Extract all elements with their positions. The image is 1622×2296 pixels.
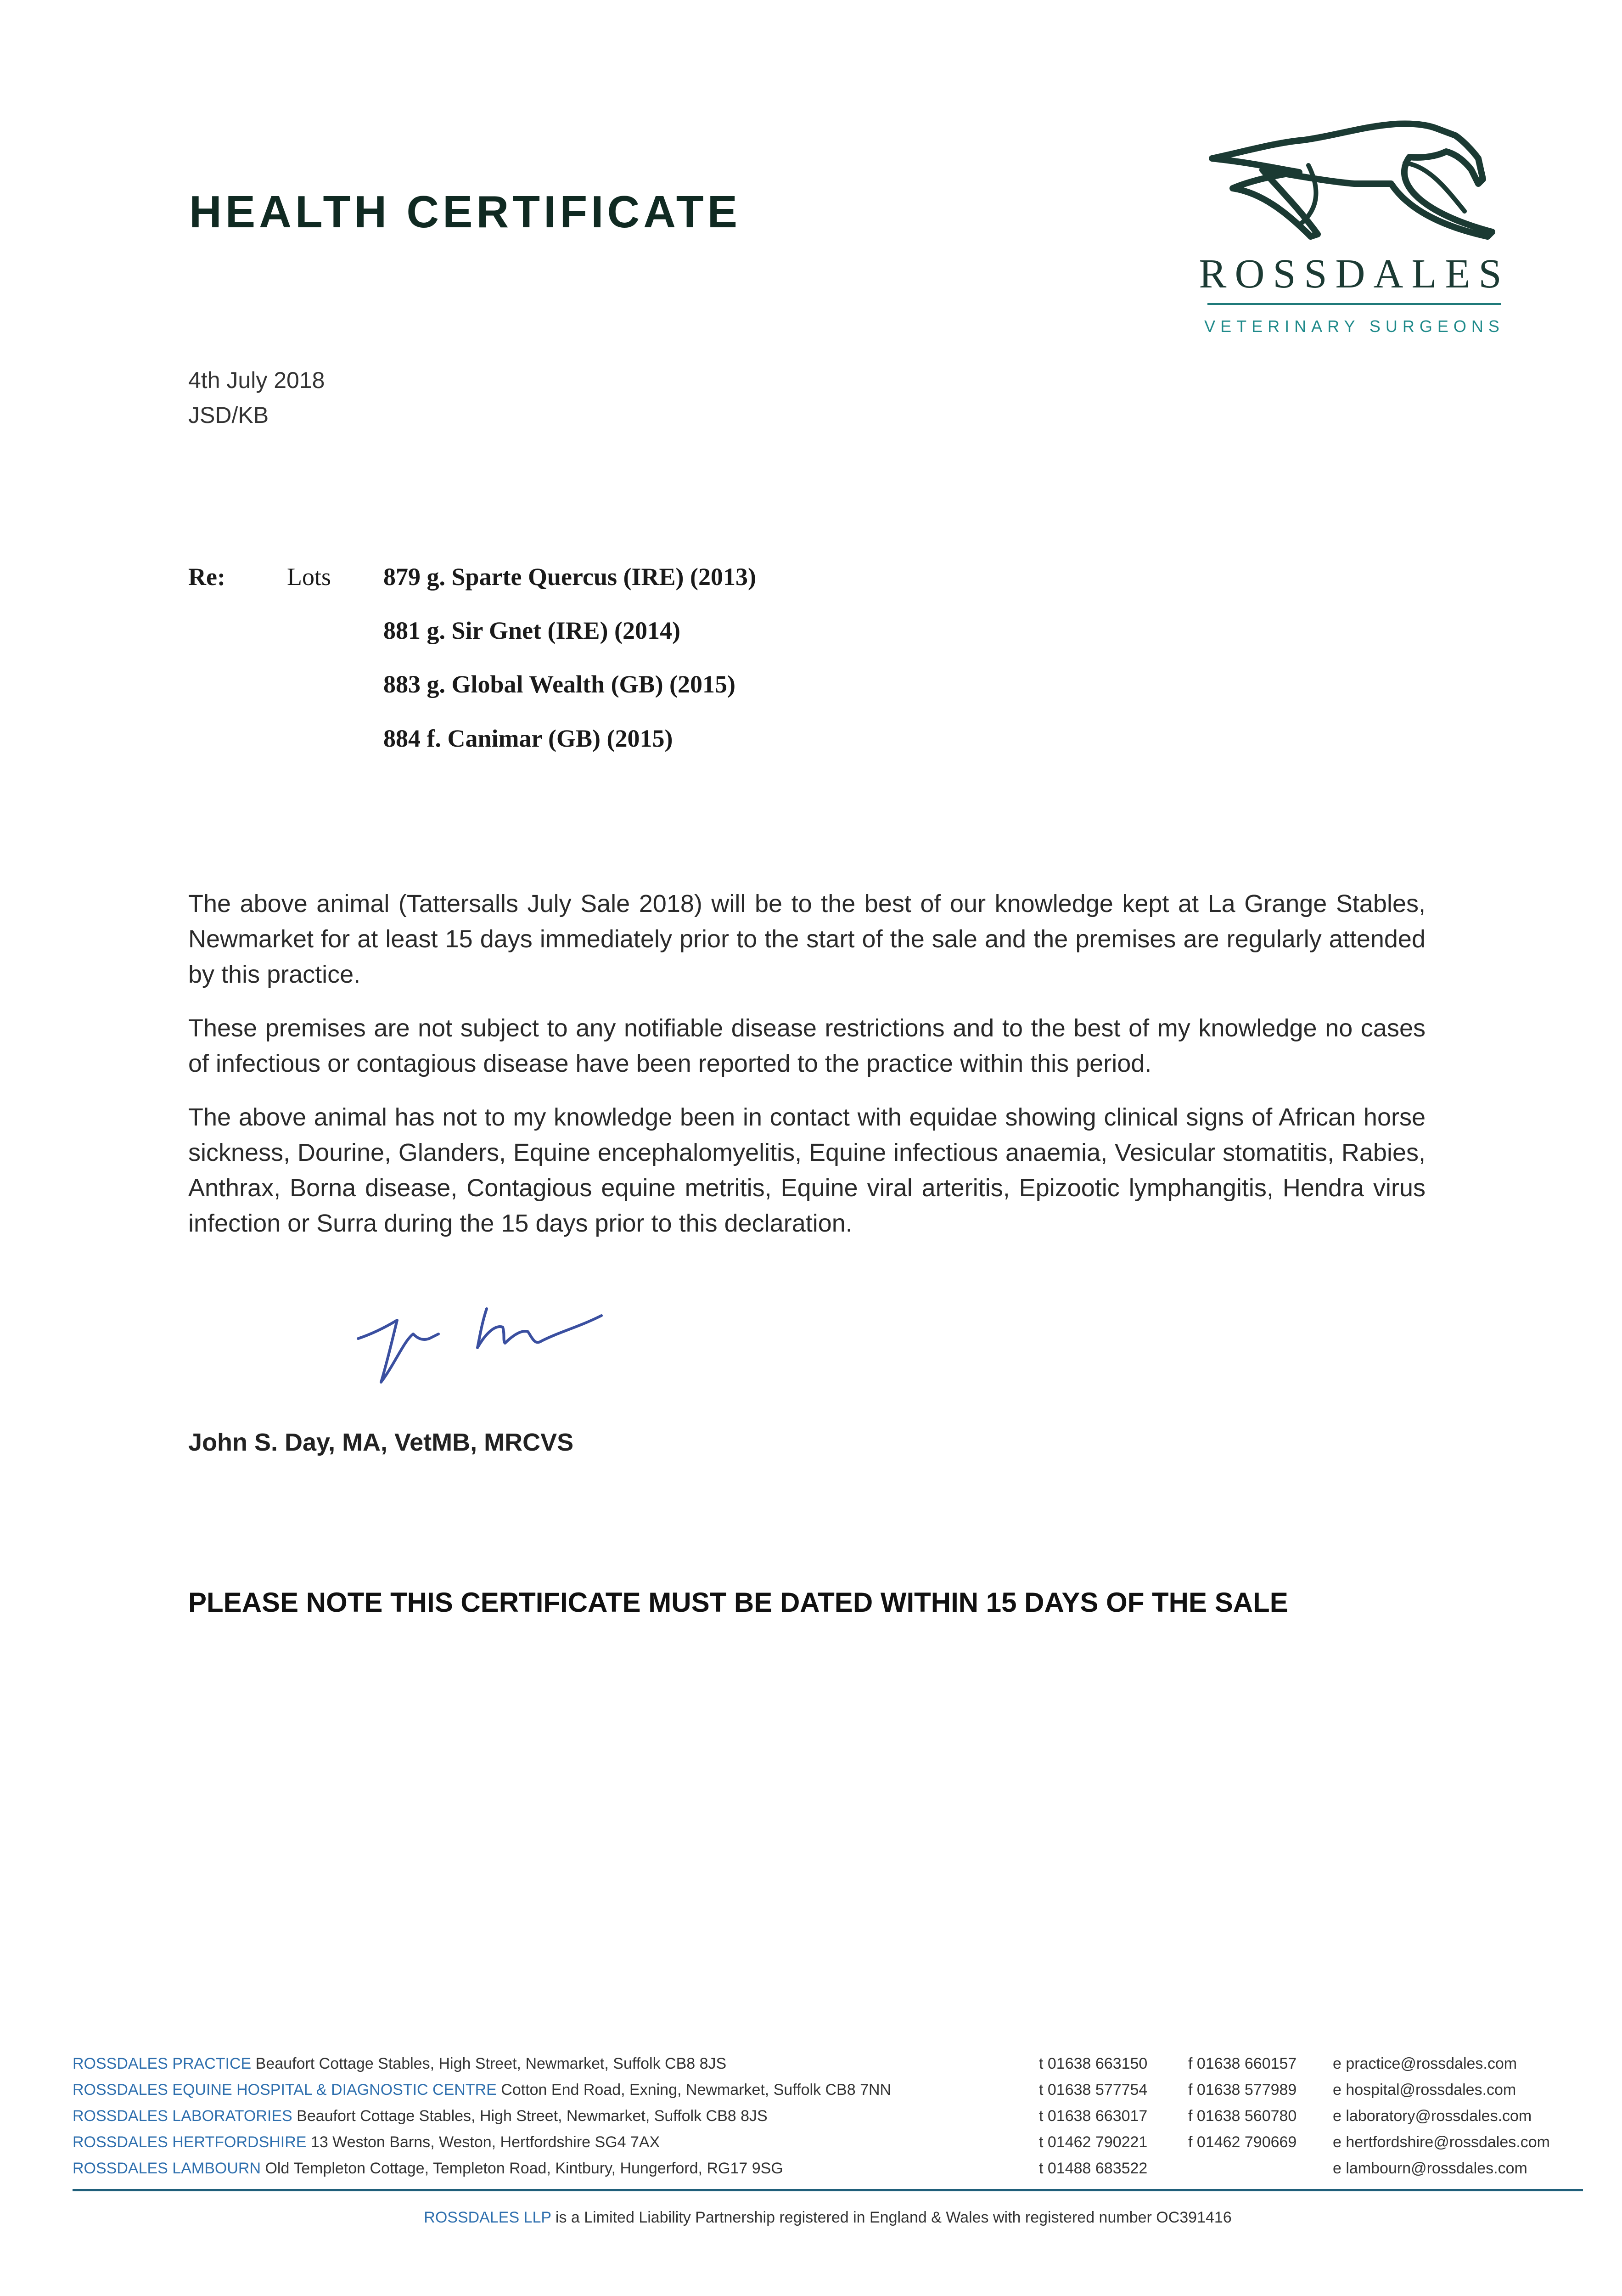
- office-name: ROSSDALES EQUINE HOSPITAL & DIAGNOSTIC CENTRE: [73, 2081, 497, 2099]
- legal-entity-name: ROSSDALES LLP: [424, 2209, 551, 2226]
- signatory-name: John S. Day, MA, VetMB, MRCVS: [188, 1429, 574, 1456]
- logo-tagline: VETERINARY SURGEONS: [1204, 317, 1504, 336]
- horse-logo-icon: [1207, 115, 1501, 248]
- office-telephone: t 01638 663017: [1039, 2107, 1148, 2125]
- logo-name: ROSSDALES: [1199, 251, 1510, 297]
- lot-item: 884 f. Canimar (GB) (2015): [383, 725, 673, 752]
- office-row: [73, 2160, 1583, 2186]
- letter-meta: [188, 363, 325, 433]
- office-name: ROSSDALES PRACTICE: [73, 2055, 252, 2072]
- page-title: HEALTH CERTIFICATE: [189, 186, 741, 237]
- office-fax: f 01638 660157: [1188, 2055, 1297, 2072]
- lot-item: 881 g. Sir Gnet (IRE) (2014): [383, 617, 680, 644]
- signature: [354, 1295, 629, 1403]
- legal-notice: [73, 2209, 1583, 2227]
- lots-label: Lots: [287, 563, 331, 591]
- office-row: [73, 2133, 1583, 2160]
- letter-reference: JSD/KB: [188, 402, 269, 428]
- letter-date: 4th July 2018: [188, 367, 325, 393]
- office-address: Beaufort Cottage Stables, High Street, Newmarket, Suffolk CB8 8JS: [297, 2107, 768, 2125]
- office-email: e laboratory@rossdales.com: [1333, 2107, 1532, 2125]
- office-telephone: t 01638 577754: [1039, 2081, 1148, 2099]
- office-row: [73, 2107, 1583, 2133]
- office-address: Cotton End Road, Exning, Newmarket, Suffolk CB8 7NN: [501, 2081, 892, 2099]
- office-telephone: t 01488 683522: [1039, 2160, 1148, 2177]
- lot-item: 883 g. Global Wealth (GB) (2015): [383, 670, 736, 698]
- body-paragraph: The above animal has not to my knowledge been in contact with equidae showing clinical signs of African horse sickness, Dourine, Glanders, Equine encephalomyelitis, Equine infectious anaemia, Vesicular stomatitis, Rabies, Anthrax, Borna disease, Contagious equine metritis, Equine viral arteritis, Epizootic lymphangitis, Hendra virus infection or Surra during the 15 days prior to this declaration.: [188, 1103, 1426, 1237]
- lot-item: 879 g. Sparte Quercus (IRE) (2013): [383, 563, 756, 591]
- letterhead-footer: [73, 2055, 1583, 2226]
- re-label: Re:: [188, 563, 225, 591]
- office-name: ROSSDALES LAMBOURN: [73, 2160, 261, 2177]
- office-fax: f 01462 790669: [1188, 2133, 1297, 2151]
- logo-divider: [1207, 303, 1501, 305]
- office-address: 13 Weston Barns, Weston, Hertfordshire SG4 7AX: [310, 2133, 660, 2151]
- office-telephone: t 01462 790221: [1039, 2133, 1148, 2151]
- body-paragraph: The above animal (Tattersalls July Sale 2018) will be to the best of our knowledge kept at La Grange Stables, Newmarket for at least 15 days immediately prior to the start of the sale and the premises are regularly attended by this practice.: [188, 890, 1426, 988]
- office-address: Beaufort Cottage Stables, High Street, Newmarket, Suffolk CB8 8JS: [255, 2055, 727, 2072]
- office-row: [73, 2055, 1583, 2081]
- office-name: ROSSDALES LABORATORIES: [73, 2107, 292, 2125]
- office-email: e hospital@rossdales.com: [1333, 2081, 1516, 2099]
- office-fax: f 01638 560780: [1188, 2107, 1297, 2125]
- certificate-body: [188, 886, 1426, 1260]
- office-row: [73, 2081, 1583, 2107]
- legal-text: is a Limited Liability Partnership registered in England & Wales with registered number OC391416: [555, 2209, 1232, 2226]
- office-name: ROSSDALES HERTFORDSHIRE: [73, 2133, 307, 2151]
- rossdales-logo: [1194, 115, 1515, 344]
- office-email: e hertfordshire@rossdales.com: [1333, 2133, 1550, 2151]
- office-email: e practice@rossdales.com: [1333, 2055, 1517, 2072]
- body-paragraph: These premises are not subject to any notifiable disease restrictions and to the best of my knowledge no cases of infectious or contagious disease have been reported to the practice within this period.: [188, 1014, 1426, 1077]
- sale-date-note: PLEASE NOTE THIS CERTIFICATE MUST BE DATED WITHIN 15 DAYS OF THE SALE: [188, 1587, 1288, 1618]
- footer-divider: [73, 2189, 1583, 2191]
- office-fax: f 01638 577989: [1188, 2081, 1297, 2099]
- office-email: e lambourn@rossdales.com: [1333, 2160, 1527, 2177]
- office-telephone: t 01638 663150: [1039, 2055, 1148, 2072]
- office-address: Old Templeton Cottage, Templeton Road, Kintbury, Hungerford, RG17 9SG: [265, 2160, 783, 2177]
